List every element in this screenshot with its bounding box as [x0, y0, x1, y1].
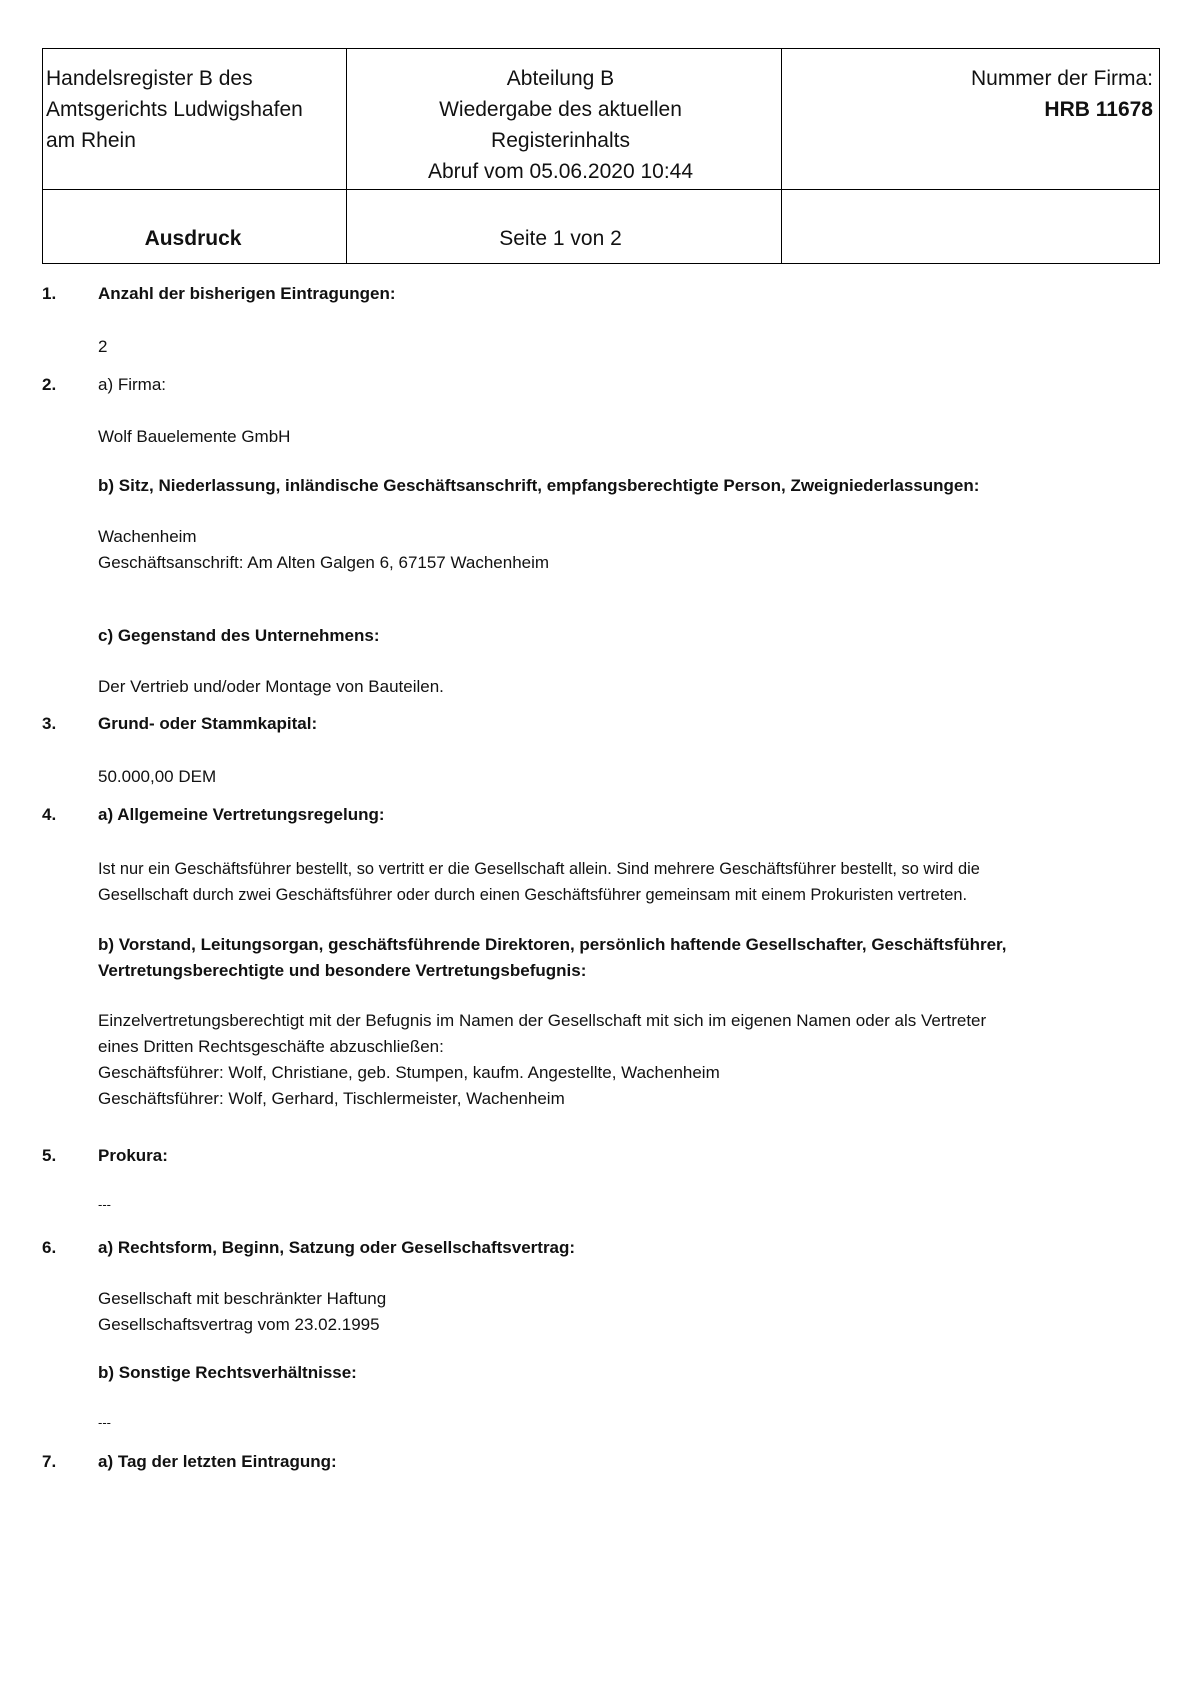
articles-date: Gesellschaftsvertrag vom 23.02.1995	[98, 1315, 380, 1334]
dept-line: Wiedergabe des aktuellen	[439, 98, 682, 121]
prokura-value: ---	[98, 1197, 111, 1212]
dept-line: Abteilung B	[506, 67, 615, 90]
section-title: Grund- oder Stammkapital:	[98, 714, 318, 733]
managing-directors	[98, 1008, 1168, 1112]
section-number: 2.	[42, 375, 57, 394]
court-line: Amtsgerichts Ludwigshafen	[46, 98, 303, 121]
director-entry: Geschäftsführer: Wolf, Gerhard, Tischlermeister, Wachenheim	[98, 1089, 565, 1108]
entry-count: 2	[98, 337, 108, 356]
text-line: Gesellschaft mit beschränkter Haftung	[98, 1289, 387, 1308]
print-label: Ausdruck	[144, 227, 242, 250]
section-title: a) Allgemeine Vertretungsregelung:	[98, 805, 385, 824]
section-number: 4.	[42, 805, 57, 824]
section-subtitle	[98, 932, 1006, 984]
row-divider	[43, 189, 1159, 190]
director-entry: Geschäftsführer: Wolf, Christiane, geb. Stumpen, kaufm. Angestellte, Wachenheim	[98, 1063, 720, 1082]
section-number: 1.	[42, 284, 57, 303]
legal-form	[98, 1286, 386, 1338]
text-line: Ist nur ein Geschäftsführer bestellt, so vertritt er die Gesellschaft allein. Sind mehrere Geschäftsführer bestellt, so wird die	[98, 860, 980, 878]
share-capital: 50.000,00 DEM	[98, 767, 217, 786]
subtitle-line: Vertretungsberechtigte und besondere Vertretungsbefugnis:	[98, 961, 587, 980]
text-line: Einzelvertretungsberechtigt mit der Befugnis im Namen der Gesellschaft mit sich im eigenen Namen oder als Vertreter	[98, 1011, 987, 1030]
section-title: a) Firma:	[98, 375, 166, 394]
register-header-table	[42, 48, 1160, 264]
number-value: HRB 11678	[1044, 98, 1153, 121]
court-info	[46, 63, 381, 156]
number-label: Nummer der Firma:	[970, 67, 1153, 90]
section-title: a) Rechtsform, Beginn, Satzung oder Gesellschaftsvertrag:	[98, 1238, 576, 1257]
dept-line: Registerinhalts	[491, 129, 630, 152]
section-title: Anzahl der bisherigen Eintragungen:	[98, 284, 396, 303]
court-line: am Rhein	[46, 129, 136, 152]
seat-city: Wachenheim	[98, 527, 197, 546]
section-number: 5.	[42, 1146, 57, 1165]
retrieval-date: Abruf vom 05.06.2020 10:44	[427, 160, 694, 183]
subtitle-line: b) Vorstand, Leitungsorgan, geschäftsführende Direktoren, persönlich haftende Gesellschafter, Geschäftsführer,	[98, 935, 1007, 954]
section-number: 3.	[42, 714, 57, 733]
column-divider	[781, 49, 782, 263]
section-subtitle: b) Sitz, Niederlassung, inländische Geschäftsanschrift, empfangsberechtigte Person, Zweigniederlassungen:	[98, 476, 980, 495]
text-line: Gesellschaft durch zwei Geschäftsführer oder durch einen Geschäftsführer gemeinsam mit einem Prokuristen vertreten.	[98, 886, 968, 904]
section-subtitle: b) Sonstige Rechtsverhältnisse:	[98, 1363, 357, 1382]
company-number	[833, 63, 1153, 125]
court-line: Handelsregister B des	[46, 67, 253, 90]
representation-rule	[98, 856, 1168, 908]
seat	[98, 524, 549, 576]
section-subtitle: c) Gegenstand des Unternehmens:	[98, 626, 380, 645]
section-number: 7.	[42, 1452, 57, 1471]
section-title: a) Tag der letzten Eintragung:	[98, 1452, 337, 1471]
section-number: 6.	[42, 1238, 57, 1257]
business-purpose: Der Vertrieb und/oder Montage von Bauteilen.	[98, 677, 444, 696]
page-indicator: Seite 1 von 2	[499, 227, 622, 250]
company-name: Wolf Bauelemente GmbH	[98, 427, 291, 446]
department-info	[343, 63, 778, 187]
business-address: Geschäftsanschrift: Am Alten Galgen 6, 67157 Wachenheim	[98, 553, 550, 572]
other-legal-relations: ---	[98, 1415, 111, 1430]
section-title: Prokura:	[98, 1146, 168, 1165]
text-line: eines Dritten Rechtsgeschäfte abzuschließen:	[98, 1037, 444, 1056]
